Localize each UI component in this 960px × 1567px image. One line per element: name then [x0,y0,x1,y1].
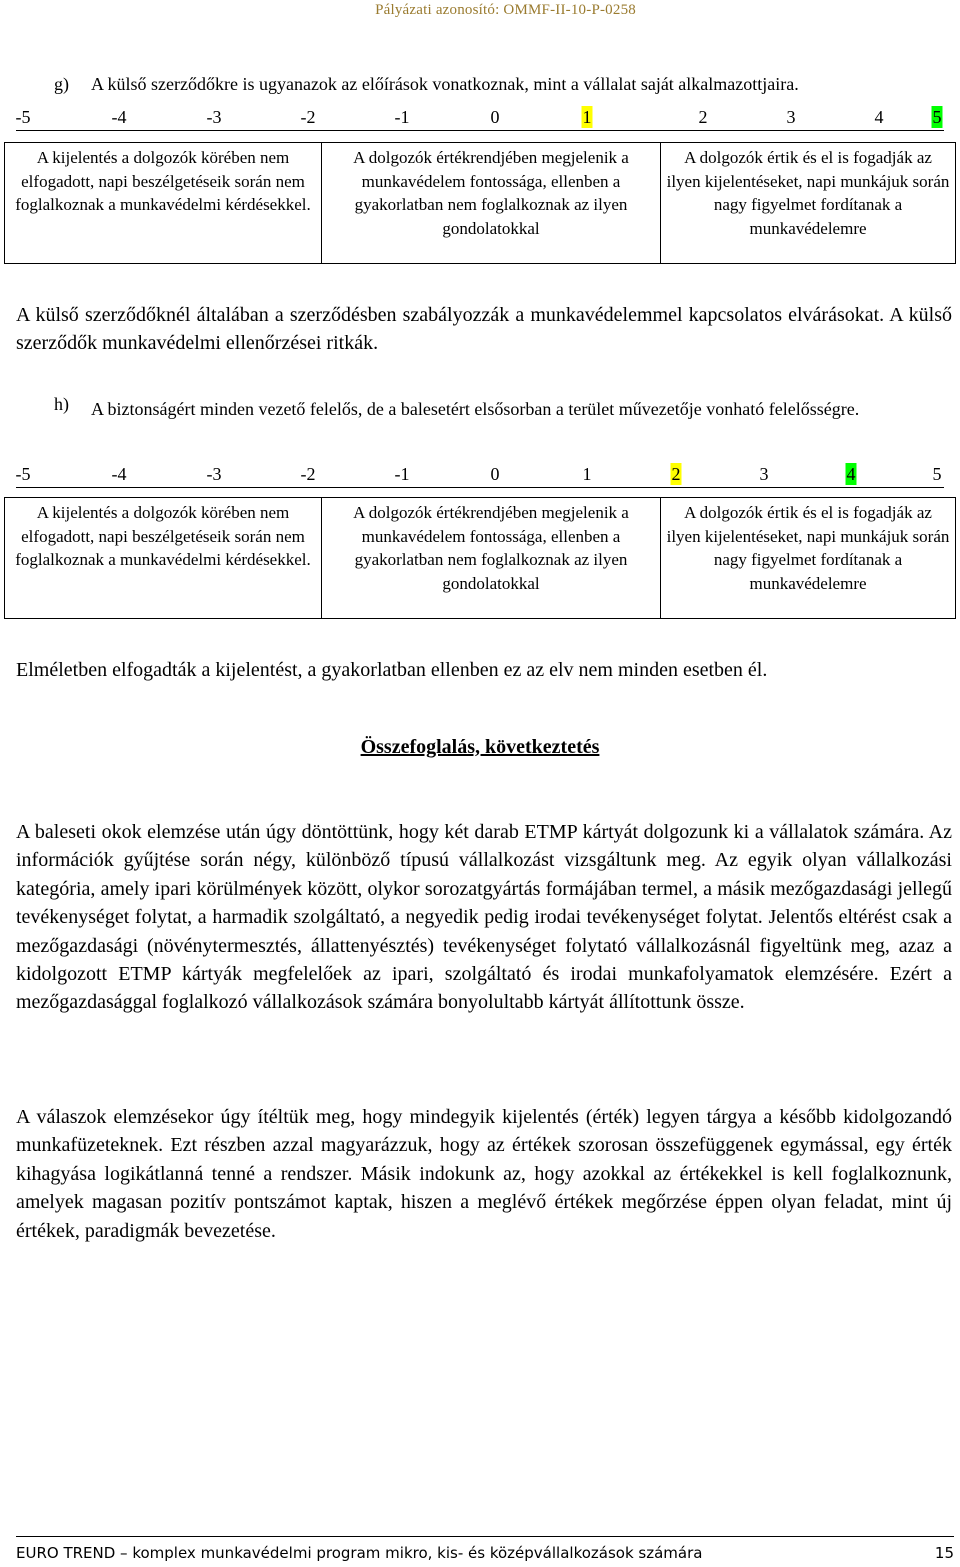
item-g-box-neutral: A dolgozók értékrendjében megjelenik a munkavédelem fontossága, ellenben a gyakorlatban nem foglalkoznak az ilyen gondolatokkal [321,142,661,264]
scale-value: -2 [300,107,316,127]
scale-value-highlighted-yellow: 1 [582,107,592,127]
footer-title: EURO TREND – komplex munkavédelmi program mikro, kis- és középvállalkozások számára [16,1544,703,1562]
item-h-comment: Elméletben elfogadták a kijelentést, a gyakorlatban ellenben ez az elv nem minden esetben él. [16,659,768,681]
footer [16,1544,954,1562]
scale-value: 3 [786,107,796,127]
summary-paragraph-2: A válaszok elemzésekor úgy ítéltük meg, hogy mindegyik kijelentés (érték) legyen tárgya a később kidolgozandó munkafüzeteknek. Ezt részben azzal magyarázzuk, hogy az értékek szorosan összefüggenek egymással, egy érték kihagyása logikátlanná tenné a rendszer. Másik indokunk az, hogy azokkal az értékekkel is kell foglalkoznunk, amelyek magasan pozitív pontszámot kaptak, hiszen a meglévő értékek megőrzése éppen olyan feladat, mint új értékek, paradigmák bevezetése. [16,1106,952,1242]
scale-value: -3 [206,464,222,484]
scale-value-highlighted-green: 5 [932,107,942,127]
item-g-label: g) [54,74,69,94]
scale-value: 0 [490,464,500,484]
scale-value: -4 [111,107,127,127]
item-h-scale [16,463,944,488]
scale-value: 0 [490,107,500,127]
scale-value: -4 [111,464,127,484]
scale-value: 1 [582,464,592,484]
scale-value-highlighted-yellow: 2 [671,464,681,484]
item-g-box-positive: A dolgozók értik és el is fogadják az ilyen kijelentéseket, napi munkájuk során nagy figyelmet fordítanak a munkavédelemre [660,142,956,264]
scale-value: -1 [394,464,410,484]
page-number: 15 [934,1544,954,1562]
item-g-box-negative: A kijelentés a dolgozók körében nem elfogadott, napi beszélgetéseik során nem foglalkoznak a munkavédelmi kérdésekkel. [4,142,322,264]
scale-value: -3 [206,107,222,127]
section-title: Összefoglalás, következtetés [360,736,600,758]
scale-value: -5 [15,107,31,127]
scale-value: -2 [300,464,316,484]
item-g-comment: A külső szerződőknél általában a szerződésben szabályozzák a munkavédelemmel kapcsolatos elvárásokat. A külső szerződők munkavédelmi ellenőrzései ritkák. [16,304,952,355]
summary-paragraph-1: A baleseti okok elemzése után úgy döntöttünk, hogy két darab ETMP kártyát dolgozunk ki a vállalatok számára. Az információk gyűjtése során négy, különböző típusú vállalkozást vizsgáltunk meg. Az egyik olyan vállalkozási kategória, amely ipari körülmények között, olykor sorozatgyártás formájában termel, a másik mezőgazdasági jellegű tevékenységet folytat, a harmadik szolgáltató, a negyedik pedig irodai tevékenységet folytat. Jelentős eltérést csak a mezőgazdasági (növénytermesztés, állattenyésztés) tevékenységet folytató vállalkozásnál figyeltünk meg, azaz a kidolgozott ETMP kártyák megfelelőek az ipari, szolgáltató és irodai munkafolyamatok elemzésére. Ezért a mezőgazdasággal foglalkozó vállalkozások számára bonyolultabb kártyát állítottunk össze. [16,821,952,1014]
document-identifier: Pályázati azonosító: OMMF-II-10-P-0258 [375,2,636,18]
scale-value: 5 [932,464,942,484]
item-h-box-positive: A dolgozók értik és el is fogadják az ilyen kijelentéseket, napi munkájuk során nagy figyelmet fordítanak a munkavédelemre [660,497,956,619]
scale-value-highlighted-green: 4 [846,464,856,484]
scale-value: 2 [698,107,708,127]
footer-divider [16,1536,954,1537]
item-h-box-neutral: A dolgozók értékrendjében megjelenik a munkavédelem fontossága, ellenben a gyakorlatban nem foglalkoznak az ilyen gondolatokkal [321,497,661,619]
scale-value: 4 [874,107,884,127]
item-g-statement: A külső szerződőkre is ugyanazok az előírások vonatkoznak, mint a vállalat saját alkalmazottjaira. [91,74,799,94]
scale-value: -1 [394,107,410,127]
scale-value: -5 [15,464,31,484]
item-h-statement: A biztonságért minden vezető felelős, de a balesetért elsősorban a terület művezetője vonható felelősségre. [91,399,860,419]
item-g-scale [16,106,944,131]
scale-value: 3 [759,464,769,484]
item-h-box-negative: A kijelentés a dolgozók körében nem elfogadott, napi beszélgetéseik során nem foglalkoznak a munkavédelmi kérdésekkel. [4,497,322,619]
item-h-label: h) [54,394,69,414]
